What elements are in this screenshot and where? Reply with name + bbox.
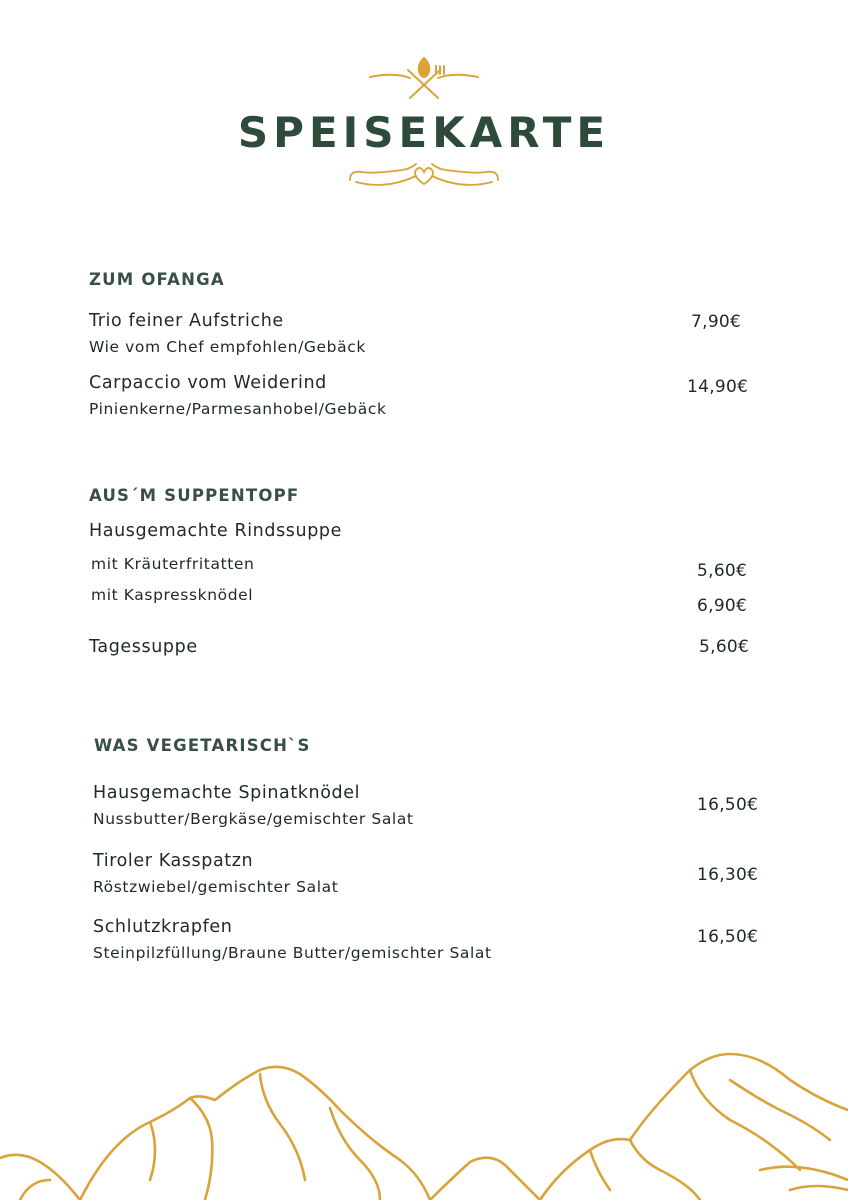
page-title: SPEISEKARTE <box>237 108 611 157</box>
menu-item-description: Röstzwiebel/gemischter Salat <box>93 878 339 896</box>
menu-item-description: mit Kräuterfritatten <box>91 555 255 573</box>
menu-item-name: Schlutzkrapfen <box>93 917 233 937</box>
menu-item-description: Pinienkerne/Parmesanhobel/Gebäck <box>89 400 387 418</box>
menu-item-name: Carpaccio vom Weiderind <box>89 373 327 393</box>
menu-item-price: 14,90€ <box>687 377 749 397</box>
menu-item-price: 7,90€ <box>691 312 742 332</box>
menu-item-name: Tagessuppe <box>89 637 198 657</box>
header-ornament <box>0 0 848 200</box>
mountain-illustration <box>0 1040 848 1200</box>
section-title-was-vegetarisch: WAS VEGETARISCH`S <box>94 736 311 755</box>
fork-knife-flame-icon <box>370 58 478 98</box>
menu-item-name: Hausgemachte Rindssuppe <box>89 521 342 541</box>
heart-flourish-icon <box>350 164 498 185</box>
menu-item-description: Steinpilzfüllung/Braune Butter/gemischter Salat <box>93 944 492 962</box>
section-title-aus-m-suppentopf: AUS´M SUPPENTOPF <box>89 486 300 505</box>
menu-item-price: 16,50€ <box>697 795 759 815</box>
menu-item-description: mit Kaspressknödel <box>91 586 254 604</box>
menu-item-name: Hausgemachte Spinatknödel <box>93 783 361 803</box>
menu-item-price: 5,60€ <box>699 637 750 657</box>
section-title-zum-ofanga: ZUM OFANGA <box>89 270 225 289</box>
menu-item-price: 5,60€ <box>697 561 748 581</box>
menu-item-price: 6,90€ <box>697 596 748 616</box>
menu-item-price: 16,30€ <box>697 865 759 885</box>
menu-item-description: Nussbutter/Bergkäse/gemischter Salat <box>93 810 414 828</box>
menu-item-price: 16,50€ <box>697 927 759 947</box>
menu-item-description: Wie vom Chef empfohlen/Gebäck <box>89 338 366 356</box>
menu-item-name: Trio feiner Aufstriche <box>89 311 284 331</box>
menu-item-name: Tiroler Kasspatzn <box>93 851 254 871</box>
